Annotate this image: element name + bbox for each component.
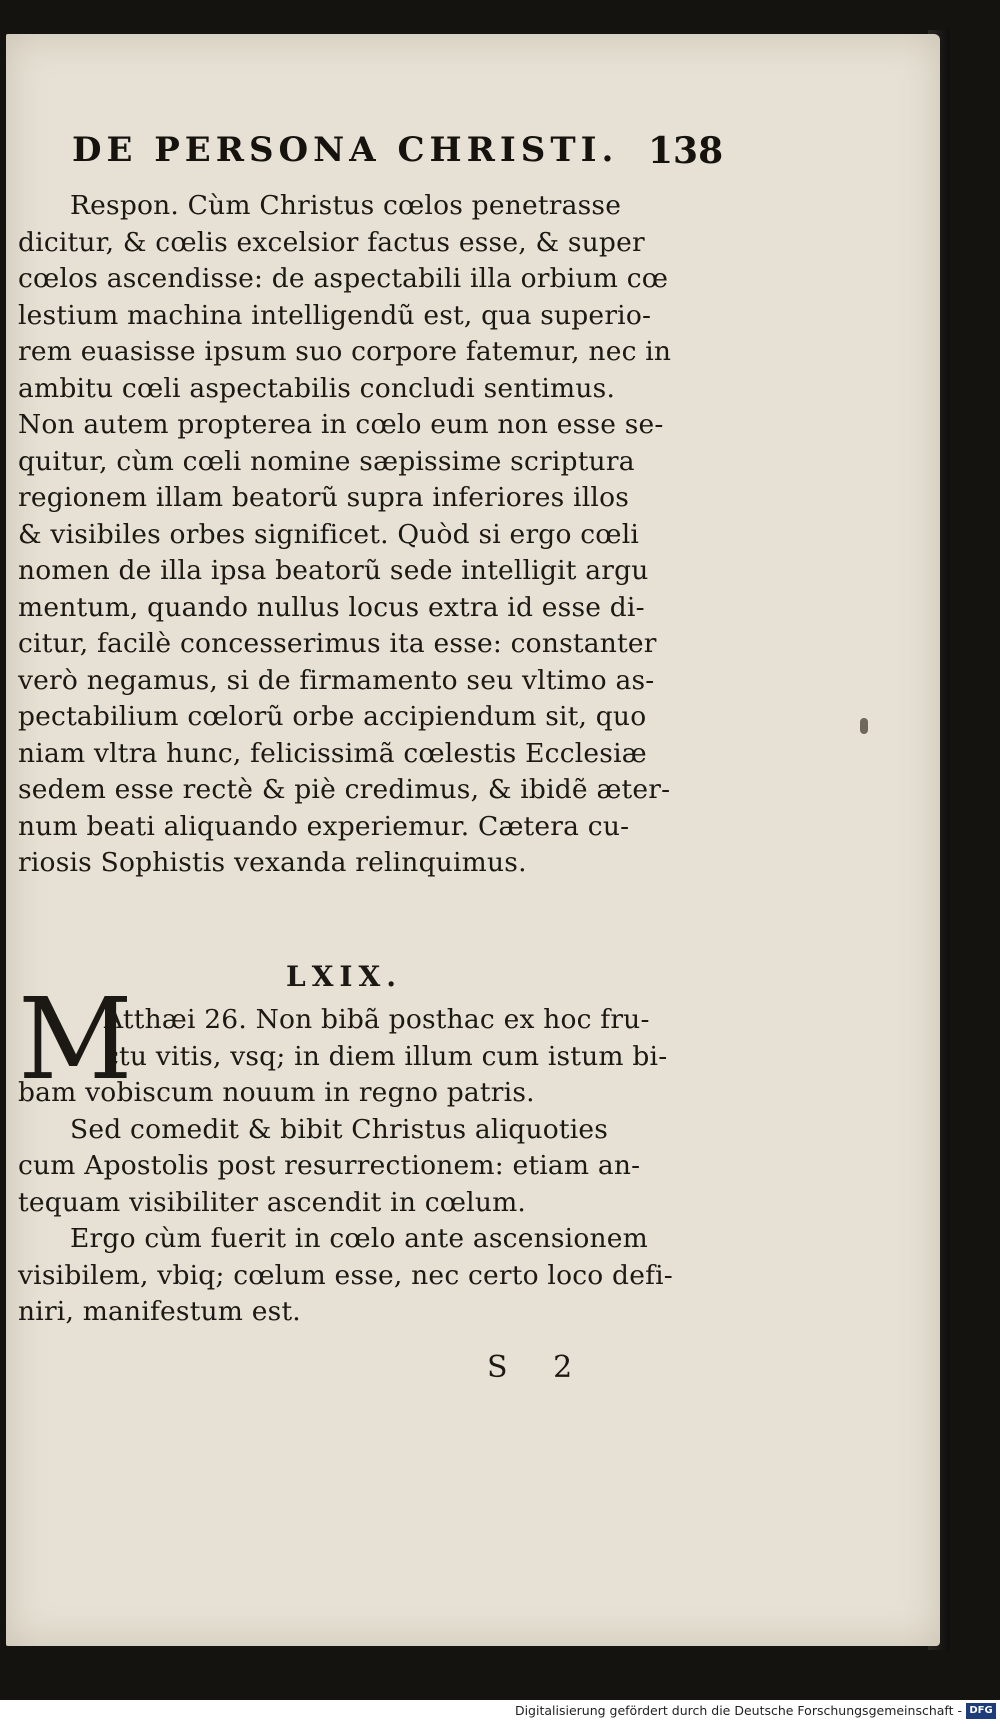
- paragraph-lxix: [18, 1002, 708, 1331]
- dfg-logo: DFG: [966, 1703, 996, 1719]
- text-line: mentum, quando nullus locus extra id esse di-: [18, 591, 645, 623]
- text-line: dicitur, & cœlis excelsior factus esse, & super: [18, 226, 645, 258]
- text-line: regionem illam beatorũ supra inferiores illos: [18, 482, 630, 513]
- page-number: 138: [648, 130, 724, 172]
- drop-cap-initial: M: [18, 975, 133, 1105]
- text-line: sedem esse rectè & piè credimus, & ibidẽ æter-: [18, 774, 671, 805]
- text-line: num beati aliquando experiemur. Cætera cu-: [18, 810, 630, 842]
- signature-mark: S 2: [487, 1350, 591, 1385]
- text-line: rem euasisse ipsum suo corpore fatemur, nec in: [18, 336, 672, 367]
- text-line: verò negamus, si de firmamento seu vltimo as-: [18, 664, 655, 696]
- text-line: Non autem propterea in cœlo eum non esse se-: [18, 409, 664, 440]
- text-line: Respon. Cùm Christus cœlos penetrasse: [70, 190, 622, 221]
- text-line: Sed comedit & bibit Christus aliquoties: [70, 1113, 609, 1145]
- footer-bar: [0, 1700, 1000, 1724]
- text-line: citur, facilè concesserimus ita esse: constanter: [18, 628, 657, 659]
- paragraph-response: [18, 188, 708, 882]
- text-line: riosis Sophistis vexanda relinquimus.: [18, 847, 527, 878]
- text-line: niam vltra hunc, felicissimã cœlestis Ecclesiæ: [18, 737, 647, 769]
- text-line: Ergo cùm fuerit in cœlo ante ascensionem: [70, 1223, 648, 1254]
- section-number: LXIX.: [286, 960, 402, 993]
- text-line: quitur, cùm cœli nomine sæpissime scriptura: [18, 445, 635, 477]
- text-line: visibilem, vbiq; cœlum esse, nec certo loco defi-: [18, 1259, 673, 1291]
- text-line: cum Apostolis post resurrectionem: etiam an-: [18, 1150, 641, 1181]
- text-line: niri, manifestum est.: [18, 1296, 301, 1327]
- text-line: Atthæi 26. Non bibã posthac ex hoc fru-: [104, 1004, 650, 1035]
- funding-credit: Digitalisierung gefördert durch die Deutsche Forschungsgemeinschaft -: [514, 1703, 962, 1718]
- ink-smudge: [860, 718, 868, 734]
- text-line: nomen de illa ipsa beatorũ sede intelligit argu: [18, 555, 649, 586]
- text-line: tequam visibiliter ascendit in cœlum.: [18, 1186, 527, 1218]
- text-line: ambitu cœli aspectabilis concludi sentimus.: [18, 372, 616, 404]
- text-line: cœlos ascendisse: de aspectabili illa orbium cœ: [18, 263, 669, 294]
- text-line: lestium machina intelligendũ est, qua superio-: [18, 299, 652, 331]
- text-line: bam vobiscum nouum in regno patris.: [18, 1077, 535, 1108]
- text-line: & visibiles orbes significet. Quòd si ergo cœli: [18, 518, 640, 550]
- text-line: pectabilium cœlorũ orbe accipiendum sit, quo: [18, 701, 647, 732]
- text-line: ctu vitis, vsq; in diem illum cum istum bi-: [104, 1040, 668, 1072]
- running-header: DE PERSONA CHRISTI.: [72, 130, 619, 170]
